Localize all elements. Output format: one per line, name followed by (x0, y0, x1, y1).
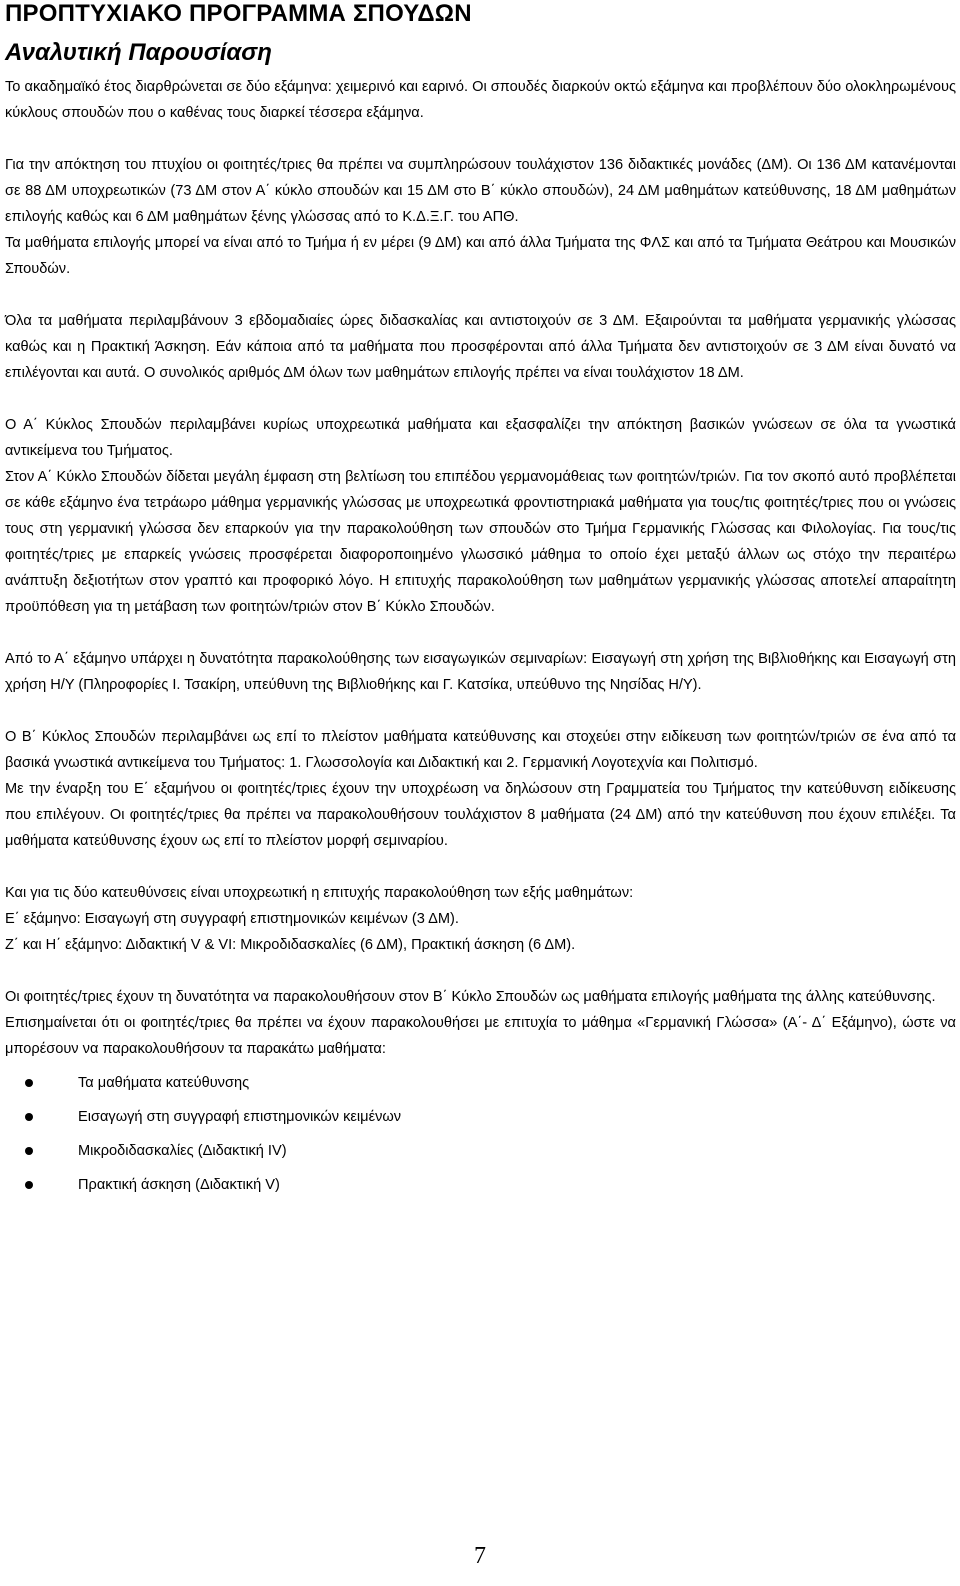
paragraph-elective-courses: Τα μαθήματα επιλογής μπορεί να είναι από το Τμήμα ή εν μέρει (9 ΔΜ) και από άλλα Τμήματα της ΦΛΣ και από τα Τμήματα Θεάτρου και Μουσικών Σπουδών. (5, 235, 956, 277)
page-number: 7 (474, 1543, 486, 1569)
paragraph-semester-z-h: Ζ΄ και Η΄ εξάμηνο: Διδακτική V & VI: Μικροδιδασκαλίες (6 ΔΜ), Πρακτική άσκηση (6 ΔΜ). (5, 937, 576, 953)
list-item-label: Εισαγωγή στη συγγραφή επιστημονικών κειμένων (78, 1109, 402, 1125)
paragraph-prerequisite-note: Επισημαίνεται ότι οι φοιτητές/τριες θα πρέπει να έχουν παρακολουθήσει με επιτυχία το μάθημα «Γερμανική Γλώσσα» (Α΄- Δ΄ Εξάμηνο), ώστε να μπορέσουν να παρακολουθήσουν τα παρακάτω μαθήματα: (5, 1015, 956, 1057)
paragraph-teaching-hours: Όλα τα μαθήματα περιλαμβάνουν 3 εβδομαδιαίες ώρες διδασκαλίας και αντιστοιχούν σε 3 ΔΜ. Εξαιρούνται τα μαθήματα γερμανικής γλώσσας καθώς και η Πρακτική Άσκηση. Εάν κάποια από τα μαθήματα που προσφέρονται από άλλα Τμήματα δεν αντιστοιχούν σε 3 ΔΜ είναι δυνατό να επιλέγονται και αυτά. Ο συνολικός αριθμός ΔΜ όλων των μαθημάτων επιλογής πρέπει να είναι τουλάχιστον 18 ΔΜ. (5, 313, 956, 381)
paragraph-german-language-emphasis: Στον Α΄ Κύκλο Σπουδών δίδεται μεγάλη έμφαση στη βελτίωση του επιπέδου γερμανομάθειας των φοιτητών/τριών. Για τον σκοπό αυτό προβλέπεται σε κάθε εξάμηνο ένα τετράωρο μάθημα γερμανικής γλώσσας με υποχρεωτικά φροντιστηριακά μαθήματα για τους/τις φοιτητές/τριες που οι γνώσεις τους στη γερμανική γλώσσα δεν επαρκούν για την παρακολούθηση των σπουδών στο Τμήμα Γερμανικής Γλώσσας και Φιλολογίας. Για τους/τις φοιτητές/τριες με επαρκείς γνώσεις προσφέρεται διαφοροποιημένο γλωσσικό μάθημα το οποίο έχει μεταξύ άλλων ως στόχο την περαιτέρω ανάπτυξη δεξιοτήτων στον γραπτό και προφορικό λόγο. Η επιτυχής παρακολούθηση των μαθημάτων γερμανικής γλώσσας αποτελεί απαραίτητη προϋπόθεση για τη μετάβαση των φοιτητών/τριών στον Β΄ Κύκλο Σπουδών. (5, 469, 956, 615)
list-item-label: Πρακτική άσκηση (Διδακτική V) (78, 1177, 280, 1193)
paragraph-specialization-choice: Με την έναρξη του Ε΄ εξαμήνου οι φοιτητές/τριες έχουν την υποχρέωση να δηλώσουν στη Γραμματεία του Τμήματος την κατεύθυνση ειδίκευσης που επιλέγουν. Οι φοιτητές/τριες θα πρέπει να παρακολουθήσουν τουλάχιστον 8 μαθήματα (24 ΔΜ) από την κατεύθυνση που έχουν επιλέξει. Τα μαθήματα κατεύθυνσης έχουν ως επί το πλείστον μορφή σεμιναρίου. (5, 781, 956, 849)
bullet-icon (25, 1113, 33, 1121)
paragraph-first-cycle: Ο Α΄ Κύκλος Σπουδών περιλαμβάνει κυρίως υποχρεωτικά μαθήματα και εξασφαλίζει την απόκτηση βασικών γνώσεων σε όλα τα γνωστικά αντικείμενα του Τμήματος. (5, 417, 956, 459)
list-item-label: Τα μαθήματα κατεύθυνσης (78, 1075, 250, 1091)
list-item-label: Μικροδιδασκαλίες (Διδακτική IV) (78, 1143, 287, 1159)
paragraph-semester-e: Ε΄ εξάμηνο: Εισαγωγή στη συγγραφή επιστημονικών κειμένων (3 ΔΜ). (5, 911, 459, 927)
paragraph-mandatory-courses-intro: Και για τις δύο κατευθύνσεις είναι υποχρεωτική η επιτυχής παρακολούθηση των εξής μαθημάτων: (5, 885, 634, 901)
bullet-icon (25, 1147, 33, 1155)
paragraph-cross-direction-electives: Οι φοιτητές/τριες έχουν τη δυνατότητα να παρακολουθήσουν στον Β΄ Κύκλο Σπουδών ως μαθήματα επιλογής μαθήματα της άλλης κατεύθυνσης. (5, 989, 936, 1005)
list-item (25, 1168, 956, 1202)
paragraph-second-cycle: Ο Β΄ Κύκλος Σπουδών περιλαμβάνει ως επί το πλείστον μαθήματα κατεύθυνσης και στοχεύει στην ειδίκευση των φοιτητών/τριών σε ένα από τα βασικά γνωστικά αντικείμενα του Τμήματος: 1. Γλωσσολογία και Διδακτική και 2. Γερμανική Λογοτεχνία και Πολιτισμό. (5, 729, 956, 771)
bullet-icon (25, 1079, 33, 1087)
list-item (25, 1100, 956, 1134)
paragraph-introductory-seminars: Από το Α΄ εξάμηνο υπάρχει η δυνατότητα παρακολούθησης των εισαγωγικών σεμιναρίων: Εισαγωγή στη χρήση της Βιβλιοθήκης και Εισαγωγή στη χρήση Η/Υ (Πληροφορίες Ι. Τσακίρη, υπεύθυνη της Βιβλιοθήκης και Γ. Κατσίκα, υπεύθυνο της Νησίδας Η/Υ). (5, 651, 956, 693)
paragraph-degree-requirements: Για την απόκτηση του πτυχίου οι φοιτητές/τριες θα πρέπει να συμπληρώσουν τουλάχιστον 136 διδακτικές μονάδες (ΔΜ). Οι 136 ΔΜ κατανέμονται σε 88 ΔΜ υποχρεωτικών (73 ΔΜ στον Α΄ κύκλο σπουδών και 15 ΔΜ στο Β΄ κύκλο σπουδών), 24 ΔΜ μαθημάτων κατεύθυνσης, 18 ΔΜ μαθημάτων επιλογής καθώς και 6 ΔΜ μαθημάτων ξένης γλώσσας από το Κ.Δ.Ξ.Γ. του ΑΠΘ. (5, 157, 956, 225)
prerequisite-course-list (5, 1066, 956, 1202)
document-subtitle: Αναλυτική Παρουσίαση (5, 39, 272, 66)
list-item (25, 1066, 956, 1100)
document-page (5, 0, 956, 1202)
document-title: ΠΡΟΠΤΥΧΙΑΚΟ ΠΡΟΓΡΑΜΜΑ ΣΠΟΥΔΩΝ (5, 0, 472, 27)
list-item (25, 1134, 956, 1168)
paragraph-academic-year: Το ακαδημαϊκό έτος διαρθρώνεται σε δύο εξάμηνα: χειμερινό και εαρινό. Οι σπουδές διαρκούν οκτώ εξάμηνα και προβλέπουν δύο ολοκληρωμένους κύκλους σπουδών που ο καθένας τους διαρκεί τέσσερα εξάμηνα. (5, 79, 956, 121)
bullet-icon (25, 1181, 33, 1189)
